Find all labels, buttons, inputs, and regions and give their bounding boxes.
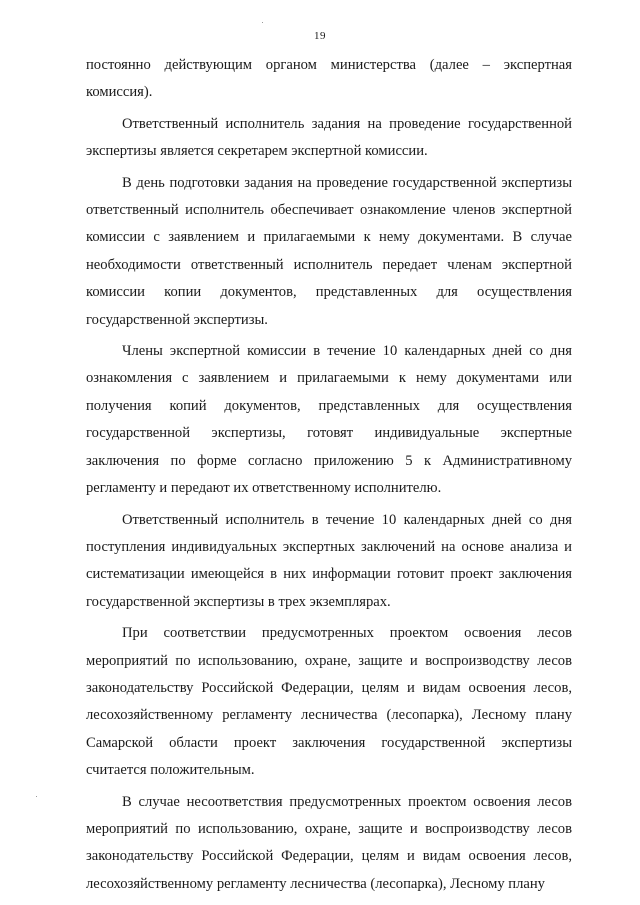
paragraph-individual-conclusions: Члены экспертной комиссии в течение 10 календарных дней со дня ознакомления с заявлением и прилагаемыми к нему документами или получения копий документов, представленных для осуществления государственной экспертизы, готовят индивидуальные экспертные заключения по форме согласно приложению 5 к Административному регламенту и передают их ответственному исполнителю. <box>86 343 572 497</box>
paragraph-non-compliance: В случае несоответствия предусмотренных проектом освоения лесов мероприятий по использованию, охране, защите и воспроизводству лесов законодательству Российской Федерации, целям и видам освоения лесов, лесохозяйственному регламенту лесничества (лесопарка), Лесному плану <box>86 793 572 892</box>
document-body <box>86 52 572 898</box>
paragraph-positive-conclusion: При соответствии предусмотренных проектом освоения лесов мероприятий по использованию, охране, защите и воспроизводству лесов законодательству Российской Федерации, целям и видам освоения лесов, лесохозяйственному регламенту лесничества (лесопарка), Лесному плану Самарской области проект заключения государственной экспертизы считается положительным. <box>86 625 572 779</box>
paragraph-continuation: постоянно действующим органом министерства (далее – экспертная комиссия). <box>86 57 572 101</box>
scan-speck <box>36 796 37 797</box>
page-number: 19 <box>314 30 326 42</box>
paragraph-familiarization: В день подготовки задания на проведение государственной экспертизы ответственный исполнитель обеспечивает ознакомление членов экспертной комиссии с заявлением и прилагаемыми к нему документами. В случае необходимости ответственный исполнитель передает членам экспертной комиссии копии документов, представленных для осуществления государственной экспертизы. <box>86 174 572 328</box>
paragraph-secretary: Ответственный исполнитель задания на проведение государственной экспертизы является секретарем экспертной комиссии. <box>86 115 572 160</box>
scan-speck <box>262 22 263 23</box>
paragraph-draft-conclusion: Ответственный исполнитель в течение 10 календарных дней со дня поступления индивидуальных экспертных заключений на основе анализа и систематизации имеющейся в них информации готовит проект заключения государственной экспертизы в трех экземплярах. <box>86 511 572 610</box>
